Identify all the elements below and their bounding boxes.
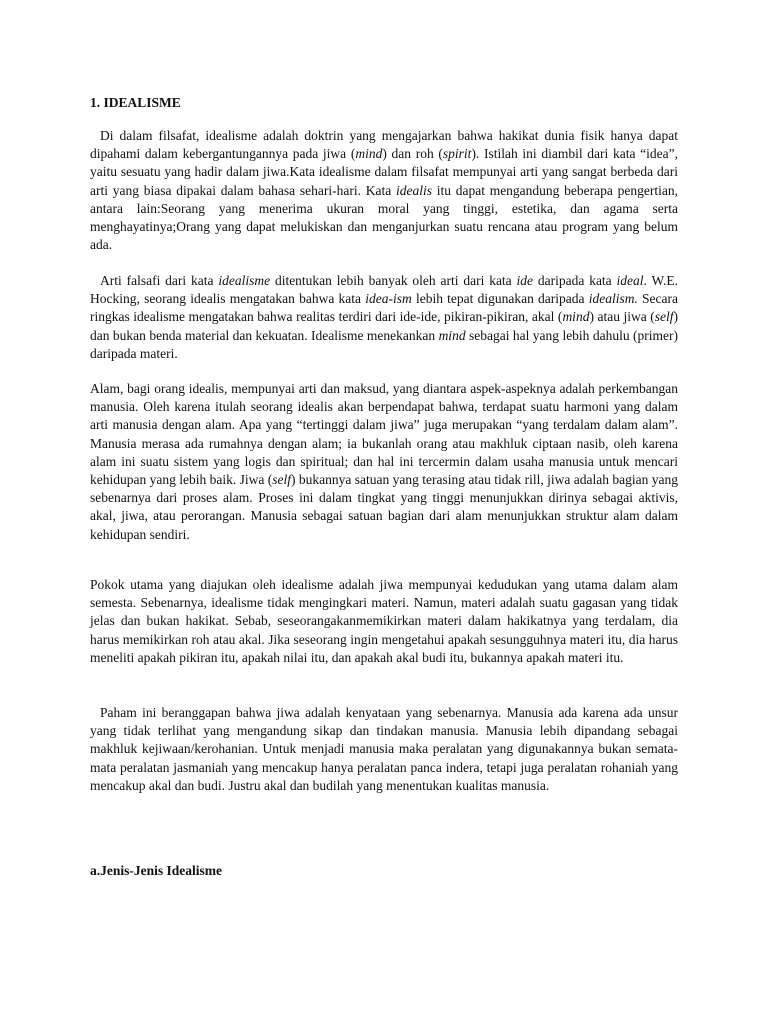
italic-term: self (272, 472, 292, 488)
text-run: Arti falsafi dari kata (100, 273, 219, 288)
text-run: Pokok utama yang diajukan oleh idealisme adalah jiwa mempunyai kedudukan yang utama dalam alam semesta. Sebenarnya, idealisme tidak mengingkari materi. Namun, materi adalah suatu gagasan yang tidak jelas dan bukan hakikat. Sebab, seseorangakanmemikirkan materi dalam hakikatnya yang terdalam, dia harus memikirkan roh atau akal. Jika seseorang ingin mengetahui apakah sesungguhnya materi itu, dia harus meneliti apakah pikiran itu, apakah nilai itu, dan apakah akal budi itu, bukannya apakah materi itu. (90, 577, 678, 665)
paragraph-5 (90, 704, 678, 795)
italic-term: idealisme (218, 273, 271, 288)
text-run: daripada kata (533, 273, 617, 288)
italic-term: idealis (395, 182, 432, 198)
text-run: sebagai hal yang lebih dahulu (primer) daripada materi. (90, 327, 678, 361)
text-run: . W.E. Hocking, seorang idealis mengatakan bahwa kata (90, 273, 679, 307)
italic-term: idealism. (588, 291, 638, 307)
text-run: itu dapat mengandung beberapa pengertian, antara lain:Seorang yang menerima ukuran moral yang tinggi, estetika, dan agama serta menghayatinya;Orang yang dapat melukiskan dan menganjurkan suatu rencana atau program yang belum ada. (90, 182, 678, 253)
section-heading: 1. IDEALISME (90, 95, 181, 110)
text-run: Alam, bagi orang idealis, mempunyai arti dan maksud, yang diantara aspek-aspeknya adalah perkembangan manusia. Oleh karena itulah seorang idealis akan berpendapat bahwa, terdapat suatu harmoni yang dalam arti manusia dengan alam. Apa yang “tertinggi dalam jiwa” juga merupakan “yang terdalam dalam alam”. Manusia merasa ada rumahnya dengan alam; ia bukanlah orang atau makhluk ciptaan nasib, oleh karena alam ini suatu sistem yang logis dan spiritual; dan hal ini tercermin dalam usaha manusia untuk mencari kehidupan yang lebih baik. Jiwa ( (90, 381, 678, 488)
text-run: ) atau jiwa ( (589, 309, 655, 325)
subsection-heading: a.Jenis-Jenis Idealisme (90, 863, 223, 878)
text-run: ) dan roh ( (382, 146, 443, 162)
italic-term: idea-ism (365, 291, 412, 307)
paragraph-2 (90, 272, 678, 363)
paragraph-1 (90, 127, 678, 254)
italic-term: mind (562, 309, 590, 325)
paragraph-4 (90, 576, 678, 667)
text-run: ) dan bukan benda material dan kekuatan. Idealisme menekankan (90, 309, 679, 343)
text-run: Paham ini beranggapan bahwa jiwa adalah kenyataan yang sebenarnya. Manusia ada karena ada unsur yang tidak terlihat yang mengandung sikap dan tindakan manusia. Manusia lebih dipandang sebagai makhluk kejiwaan/kerohanian. Untuk menjadi manusia maka peralatan yang digunakannya bukan semata-mata peralatan jasmaniah yang mencakup hanya peralatan panca indera, tetapi juga peralatan rohaniah yang mencakup akal dan budi. Justru akal dan budilah yang menentukan kualitas manusia. (90, 705, 678, 793)
italic-term: mind (355, 146, 383, 162)
italic-term: ideal (616, 273, 644, 288)
text-run: ditentukan lebih banyak oleh arti dari kata (270, 273, 517, 288)
italic-term: mind (438, 327, 466, 343)
italic-term: spirit (442, 146, 472, 162)
text-run: ). Istilah ini diambil dari kata “idea”, yaitu sesuatu yang hadir dalam jiwa.Kata idealisme dalam filsafat mempunyai arti yang sangat berbeda dari arti yang biasa dipakai dalam bahasa sehari-hari. Kata (90, 146, 679, 198)
text-run: Di dalam filsafat, idealisme adalah doktrin yang mengajarkan bahwa hakikat dunia fisik hanya dapat dipahami dalam kebergantungannya pada jiwa ( (90, 128, 678, 162)
paragraph-3 (90, 380, 678, 544)
text-run: Secara ringkas idealisme mengatakan bahwa realitas terdiri dari ide-ide, pikiran-pikiran, akal ( (90, 291, 679, 325)
text-run: ) bukannya satuan yang terasing atau tidak rill, jiwa adalah bagian yang sebenarnya dari proses alam. Proses ini dalam tingkat yang tinggi menunjukkan dirinya sebagai aktivis, akal, jiwa, atau perorangan. Manusia sebagai satuan bagian dari alam menunjukkan struktur alam dalam kehidupan sendiri. (90, 472, 678, 542)
italic-term: self (654, 309, 674, 325)
italic-term: ide (516, 273, 534, 288)
text-run: lebih tepat digunakan daripada (411, 291, 589, 307)
